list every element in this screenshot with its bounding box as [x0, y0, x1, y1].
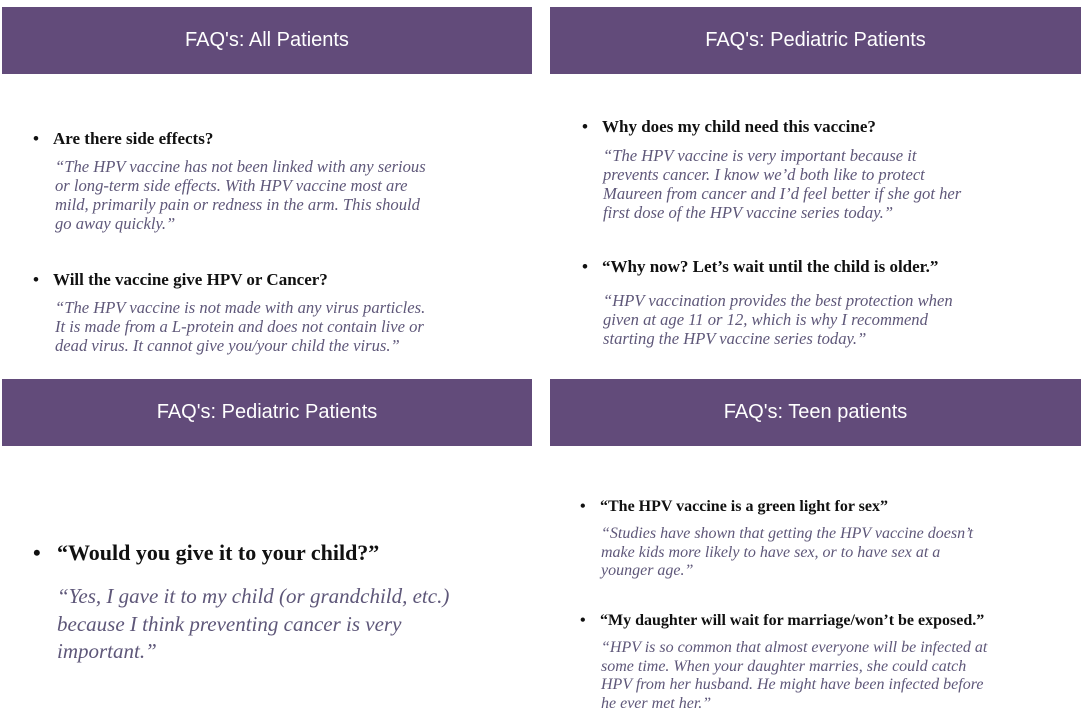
- slide-4-title-banner: [550, 379, 1081, 446]
- slide-4-question-1: • “The HPV vaccine is a green light for sex”: [580, 498, 888, 515]
- bullet-icon: •: [582, 257, 588, 276]
- slide-2-answer-1: “The HPV vaccine is very important because it prevents cancer. I know we’d both like to protect Maureen from cancer and I’d feel better if she got her first dose of the HPV vaccine series today.”: [603, 146, 962, 222]
- slide-2-title: FAQ's: Pediatric Patients: [705, 29, 926, 51]
- slide-1-title-banner: [2, 7, 532, 74]
- bullet-icon: •: [33, 270, 39, 289]
- slide-1-title: FAQ's: All Patients: [185, 29, 349, 51]
- bullet-icon: •: [580, 498, 586, 515]
- bullet-icon: •: [580, 612, 586, 629]
- slide-1-question-2: • Will the vaccine give HPV or Cancer?: [33, 270, 328, 289]
- slide-3-title-banner: [2, 379, 532, 446]
- slide-2-answer-2: “HPV vaccination provides the best protection when given at age 11 or 12, which is why I recommend starting the HPV vaccine series today.”: [603, 291, 953, 348]
- bullet-icon: •: [33, 129, 39, 148]
- slide-3-question-1: • “Would you give it to your child?”: [33, 540, 380, 565]
- slide-2-question-2: • “Why now? Let’s wait until the child is older.”: [582, 257, 939, 276]
- slide-3-title: FAQ's: Pediatric Patients: [156, 401, 378, 423]
- bullet-icon: •: [33, 540, 41, 565]
- slide-4-title: FAQ's: Teen patients: [723, 401, 908, 423]
- slide-1-answer-1: “The HPV vaccine has not been linked with any serious or long-term side effects. With HPV vaccine most are mild, primarily pain or redness in the arm. This should go away quickly.”: [55, 157, 426, 233]
- slide-4-answer-2: “HPV is so common that almost everyone will be infected at some time. When your daughter marries, she could catch HPV from her husband. He might have been infected before he ever met her.”: [601, 639, 988, 712]
- slide-4-question-2: • “My daughter will wait for marriage/won’t be exposed.”: [580, 612, 985, 629]
- slide-2-title-banner: [550, 7, 1081, 74]
- slide-2-question-1: • Why does my child need this vaccine?: [582, 117, 876, 136]
- slide-1-answer-2: “The HPV vaccine is not made with any virus particles. It is made from a L-protein and does not contain live or dead virus. It cannot give you/your child the virus.”: [55, 298, 426, 355]
- slide-1-question-1: • Are there side effects?: [33, 129, 214, 148]
- slide-4-answer-1: “Studies have shown that getting the HPV vaccine doesn’t make kids more likely to have sex, or to have sex at a younger age.”: [601, 525, 974, 579]
- slide-3-answer-1: “Yes, I gave it to my child (or grandchild, etc.) because I think preventing cancer is very important.”: [57, 584, 450, 663]
- bullet-icon: •: [582, 117, 588, 136]
